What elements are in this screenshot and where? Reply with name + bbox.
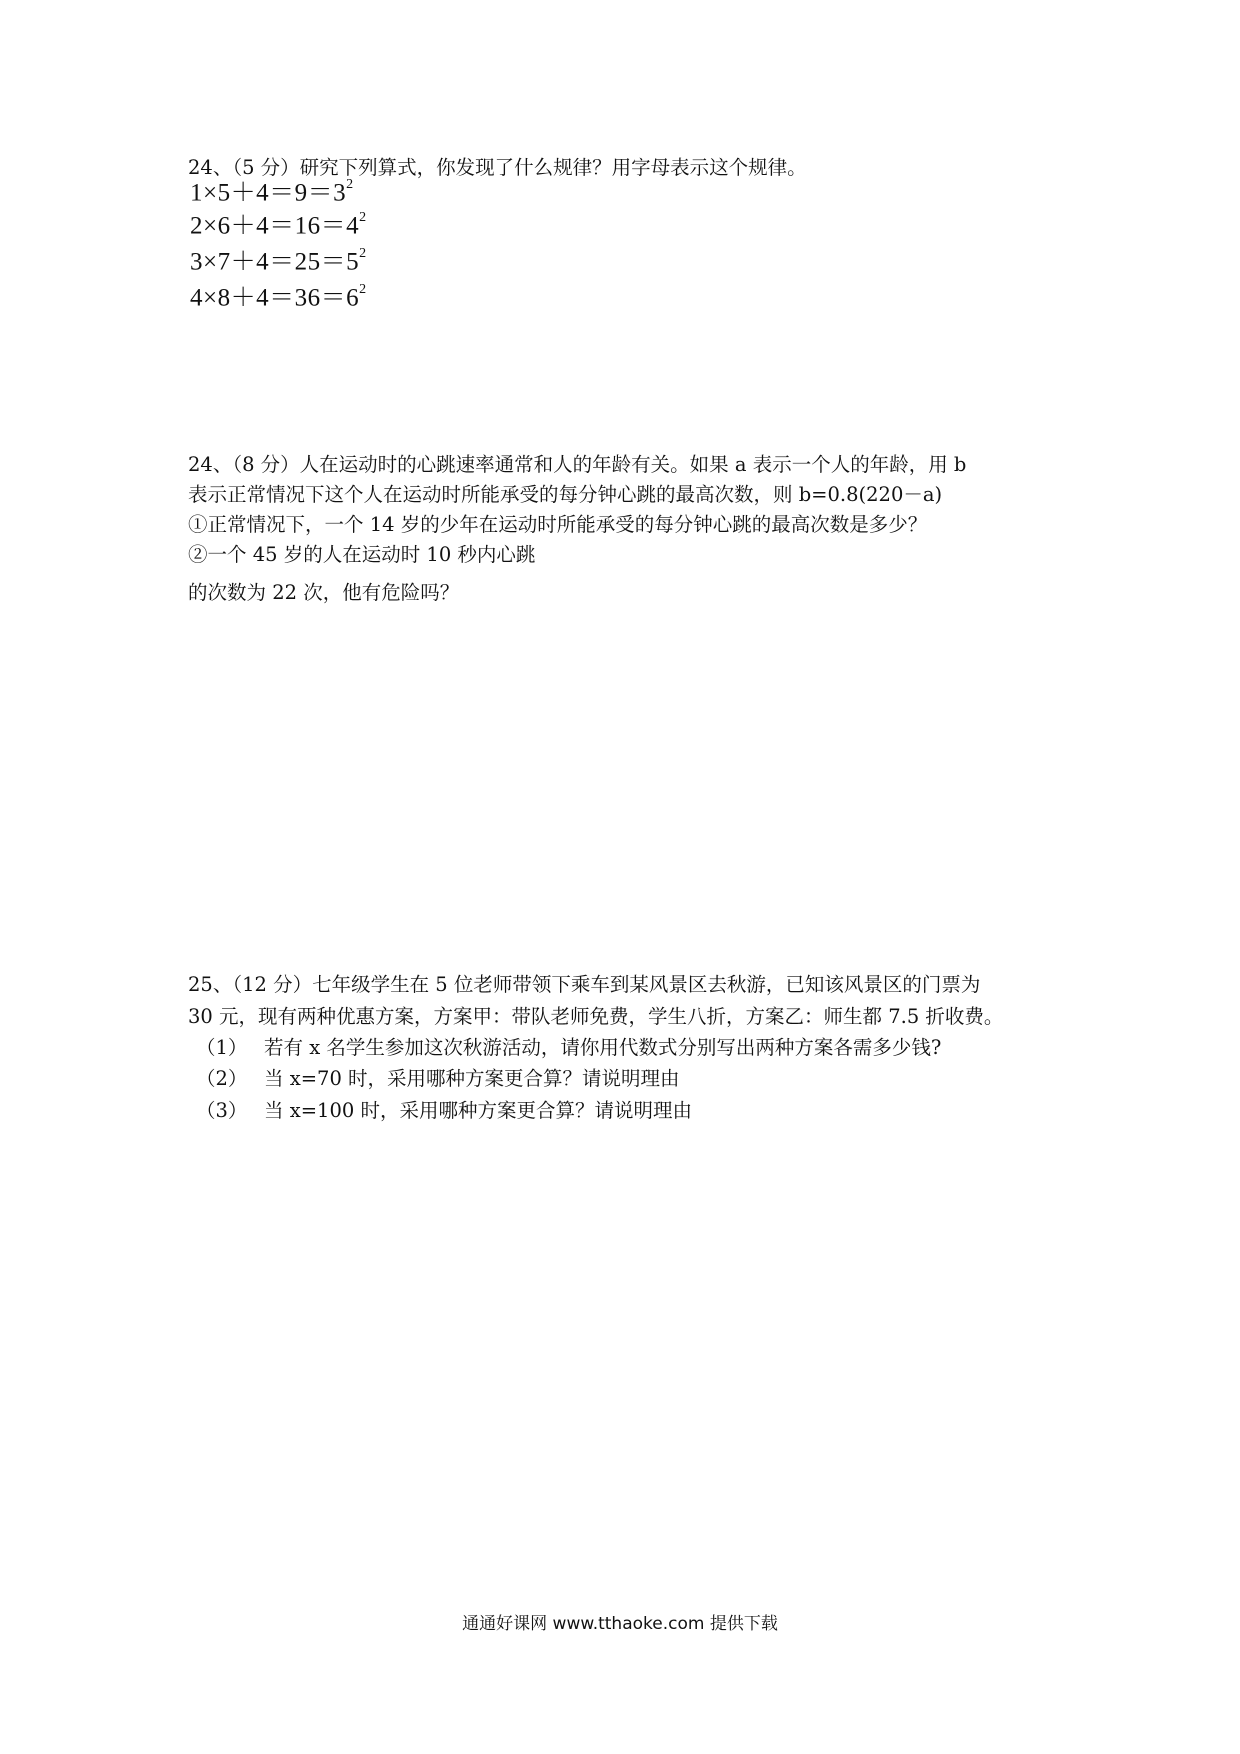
download-footer: 通通好课网 www.tthaoke.com 提供下载: [462, 1614, 778, 1634]
q24a-equation-2: [190, 204, 367, 243]
q24a-equation-4: [190, 276, 367, 315]
q24b-line-2: 表示正常情况下这个人在运动时所能承受的每分钟心跳的最高次数，则 b=0.8(220－a): [188, 483, 943, 506]
q24b-line-4: ②一个 45 岁的人在运动时 10 秒内心跳: [188, 543, 536, 566]
q25-part-1-number: （1）: [196, 1036, 248, 1059]
equation-lhs: 3×7＋4＝25＝5: [190, 248, 360, 276]
q24b-line-5: 的次数为 22 次，他有危险吗？: [188, 581, 460, 604]
q25-part-3-number: （3）: [196, 1099, 248, 1122]
equation-lhs: 1×5＋4＝9＝3: [190, 179, 347, 207]
equation-exponent: 2: [359, 282, 367, 297]
q25-part-2-text: 当 x=70 时，采用哪种方案更合算？请说明理由: [264, 1067, 680, 1090]
q24a-prompt: 24、（5 分）研究下列算式，你发现了什么规律？用字母表示这个规律。: [188, 156, 807, 179]
q25-part-3-text: 当 x=100 时，采用哪种方案更合算？请说明理由: [264, 1099, 692, 1122]
q25-part-2-number: （2）: [196, 1067, 248, 1090]
q25-line-1: 25、（12 分）七年级学生在 5 位老师带领下乘车到某风景区去秋游，已知该风景区的门票为: [188, 973, 981, 996]
q25-part-1-text: 若有 x 名学生参加这次秋游活动，请你用代数式分别写出两种方案各需多少钱?: [264, 1036, 942, 1059]
q24b-line-3: ①正常情况下，一个 14 岁的少年在运动时所能承受的每分钟心跳的最高次数是多少？: [188, 513, 928, 536]
q24b-line-1: 24、（8 分）人在运动时的心跳速率通常和人的年龄有关。如果 a 表示一个人的年龄，用 b: [188, 453, 967, 476]
equation-exponent: 2: [346, 177, 354, 192]
equation-exponent: 2: [359, 246, 367, 261]
equation-exponent: 2: [359, 210, 367, 225]
equation-lhs: 4×8＋4＝36＝6: [190, 284, 360, 312]
q24a-equation-3: [190, 240, 367, 279]
q25-line-2: 30 元，现有两种优惠方案，方案甲：带队老师免费，学生八折，方案乙：师生都 7.5 折收费。: [188, 1005, 1004, 1028]
equation-lhs: 2×6＋4＝16＝4: [190, 212, 360, 240]
